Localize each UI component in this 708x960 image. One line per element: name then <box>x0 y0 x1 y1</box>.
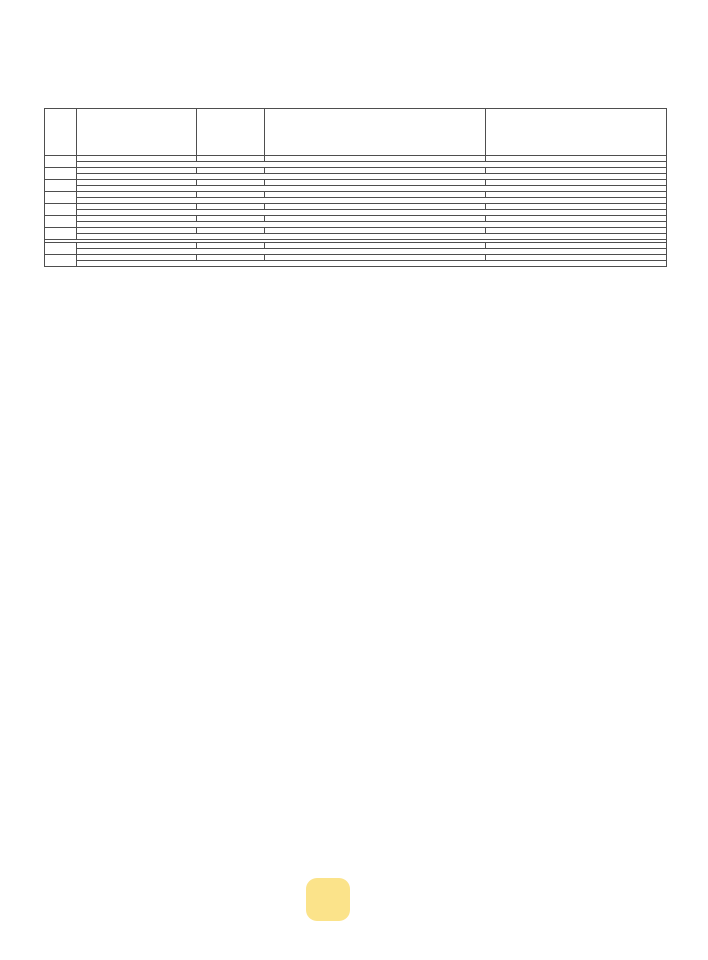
theme-number <box>45 216 77 228</box>
theme-number <box>45 255 77 267</box>
splat-border-top <box>0 0 708 92</box>
column-header-activity <box>77 109 197 156</box>
curriculum-table <box>44 108 666 267</box>
theme-number <box>45 192 77 204</box>
theme-number <box>45 168 77 180</box>
page-number-badge <box>306 878 350 921</box>
theme-number <box>45 228 77 240</box>
tasks-row <box>45 261 667 267</box>
theme-number <box>45 180 77 192</box>
tasks-cell <box>77 261 667 267</box>
column-header-theme <box>197 109 265 156</box>
table-header-row <box>45 109 667 156</box>
theme-number <box>45 243 77 255</box>
splat-border-bottom <box>0 870 708 960</box>
theme-number <box>45 204 77 216</box>
column-header-colors <box>486 109 667 156</box>
theme-number <box>45 156 77 168</box>
column-header-number <box>45 109 77 156</box>
column-header-concept <box>265 109 486 156</box>
